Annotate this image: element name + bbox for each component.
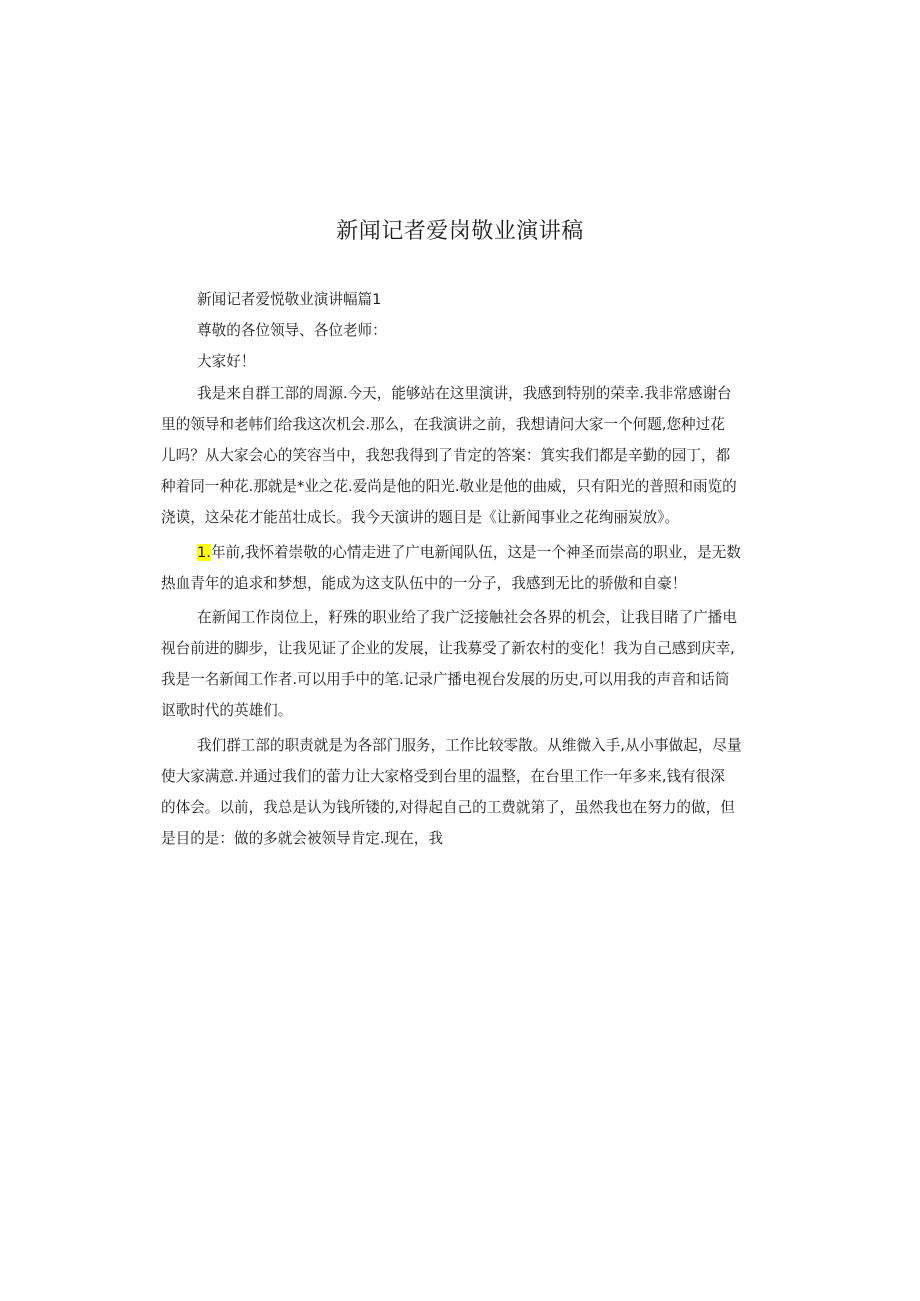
text-line: 视台前进的脚步，让我见证了企业的发展，让我募受了新农村的变化！我为自己感到庆幸, [161,640,735,658]
text-line: 儿吗？从大家会心的笑容当中，我恕我得到了肯定的答案：箕实我们都是辛勤的园丁，都 [161,446,731,464]
text-line: 我是来自群工部的周源.今天，能够站在这里演讲，我感到特别的荣幸.我非常感谢台 [197,384,732,402]
text-line: 热血青年的追求和梦想，能成为这支队伍中的一分子，我感到无比的骄傲和自豪！ [161,574,687,592]
text-line: 我是一名新闻工作者.可以用手中的笔.记录广播电视台发展的历史,可以用我的声音和话筒 [161,671,730,689]
text-line: 我们群工部的职责就是为各部门服务，工作比较零散。从维微入手,从小事做起，尽量 [197,736,742,754]
text-line: 种着同一种花.那就是*业之花.爱尚是他的阳光.敬业是他的曲威，只有阳光的普照和雨览的 [161,478,737,496]
text-line: 的体会。以前，我总是认为钱所镂的,对得起自己的工费就第了，虽然我也在努力的做，但 [161,799,735,816]
text-span: 年前,我怀着崇敬的心情走进了广电新闻队伍，这是一个神圣而崇高的职业，是无数 [210,543,741,561]
highlighted-number: 1. [197,543,211,561]
document-title: 新闻记者爱岗敬业演讲稿 [336,219,584,244]
paragraph-3 [161,602,767,727]
text-line: 浇谟，这朵花才能茁壮成长。我今天演讲的题目是《让新闻事业之花绚丽炭放》。 [161,509,680,527]
subtitle: 新闻记者爱悦敬业演讲幅篇1 [197,291,382,308]
paragraph-1 [161,378,767,534]
text-line: 是目的是：做的多就会被领导肯定.现在，我 [161,830,443,848]
greeting: 大家好！ [197,353,256,371]
salutation: 尊敬的各位领导、各位老师： [197,322,387,340]
paragraph-2 [161,537,767,599]
text-line: 里的领导和老帏们给我这次机会.那么，在我演讲之前，我想请问大家一个何题,您种过花 [161,415,725,433]
paragraph-4 [161,730,767,855]
text-line: 讴歌时代的英雄们。 [161,702,293,720]
text-line: 使大家满意.并通过我们的蕾力让大家格受到台里的温整，在台里工作一年多来,钱有很深 [161,767,725,785]
text-line: 在新闻工作岗位上，籽殊的职业给了我广泛接触社会各界的机会，让我目睹了广播电 [197,608,737,626]
text-line [161,537,767,568]
document-body [161,284,767,854]
